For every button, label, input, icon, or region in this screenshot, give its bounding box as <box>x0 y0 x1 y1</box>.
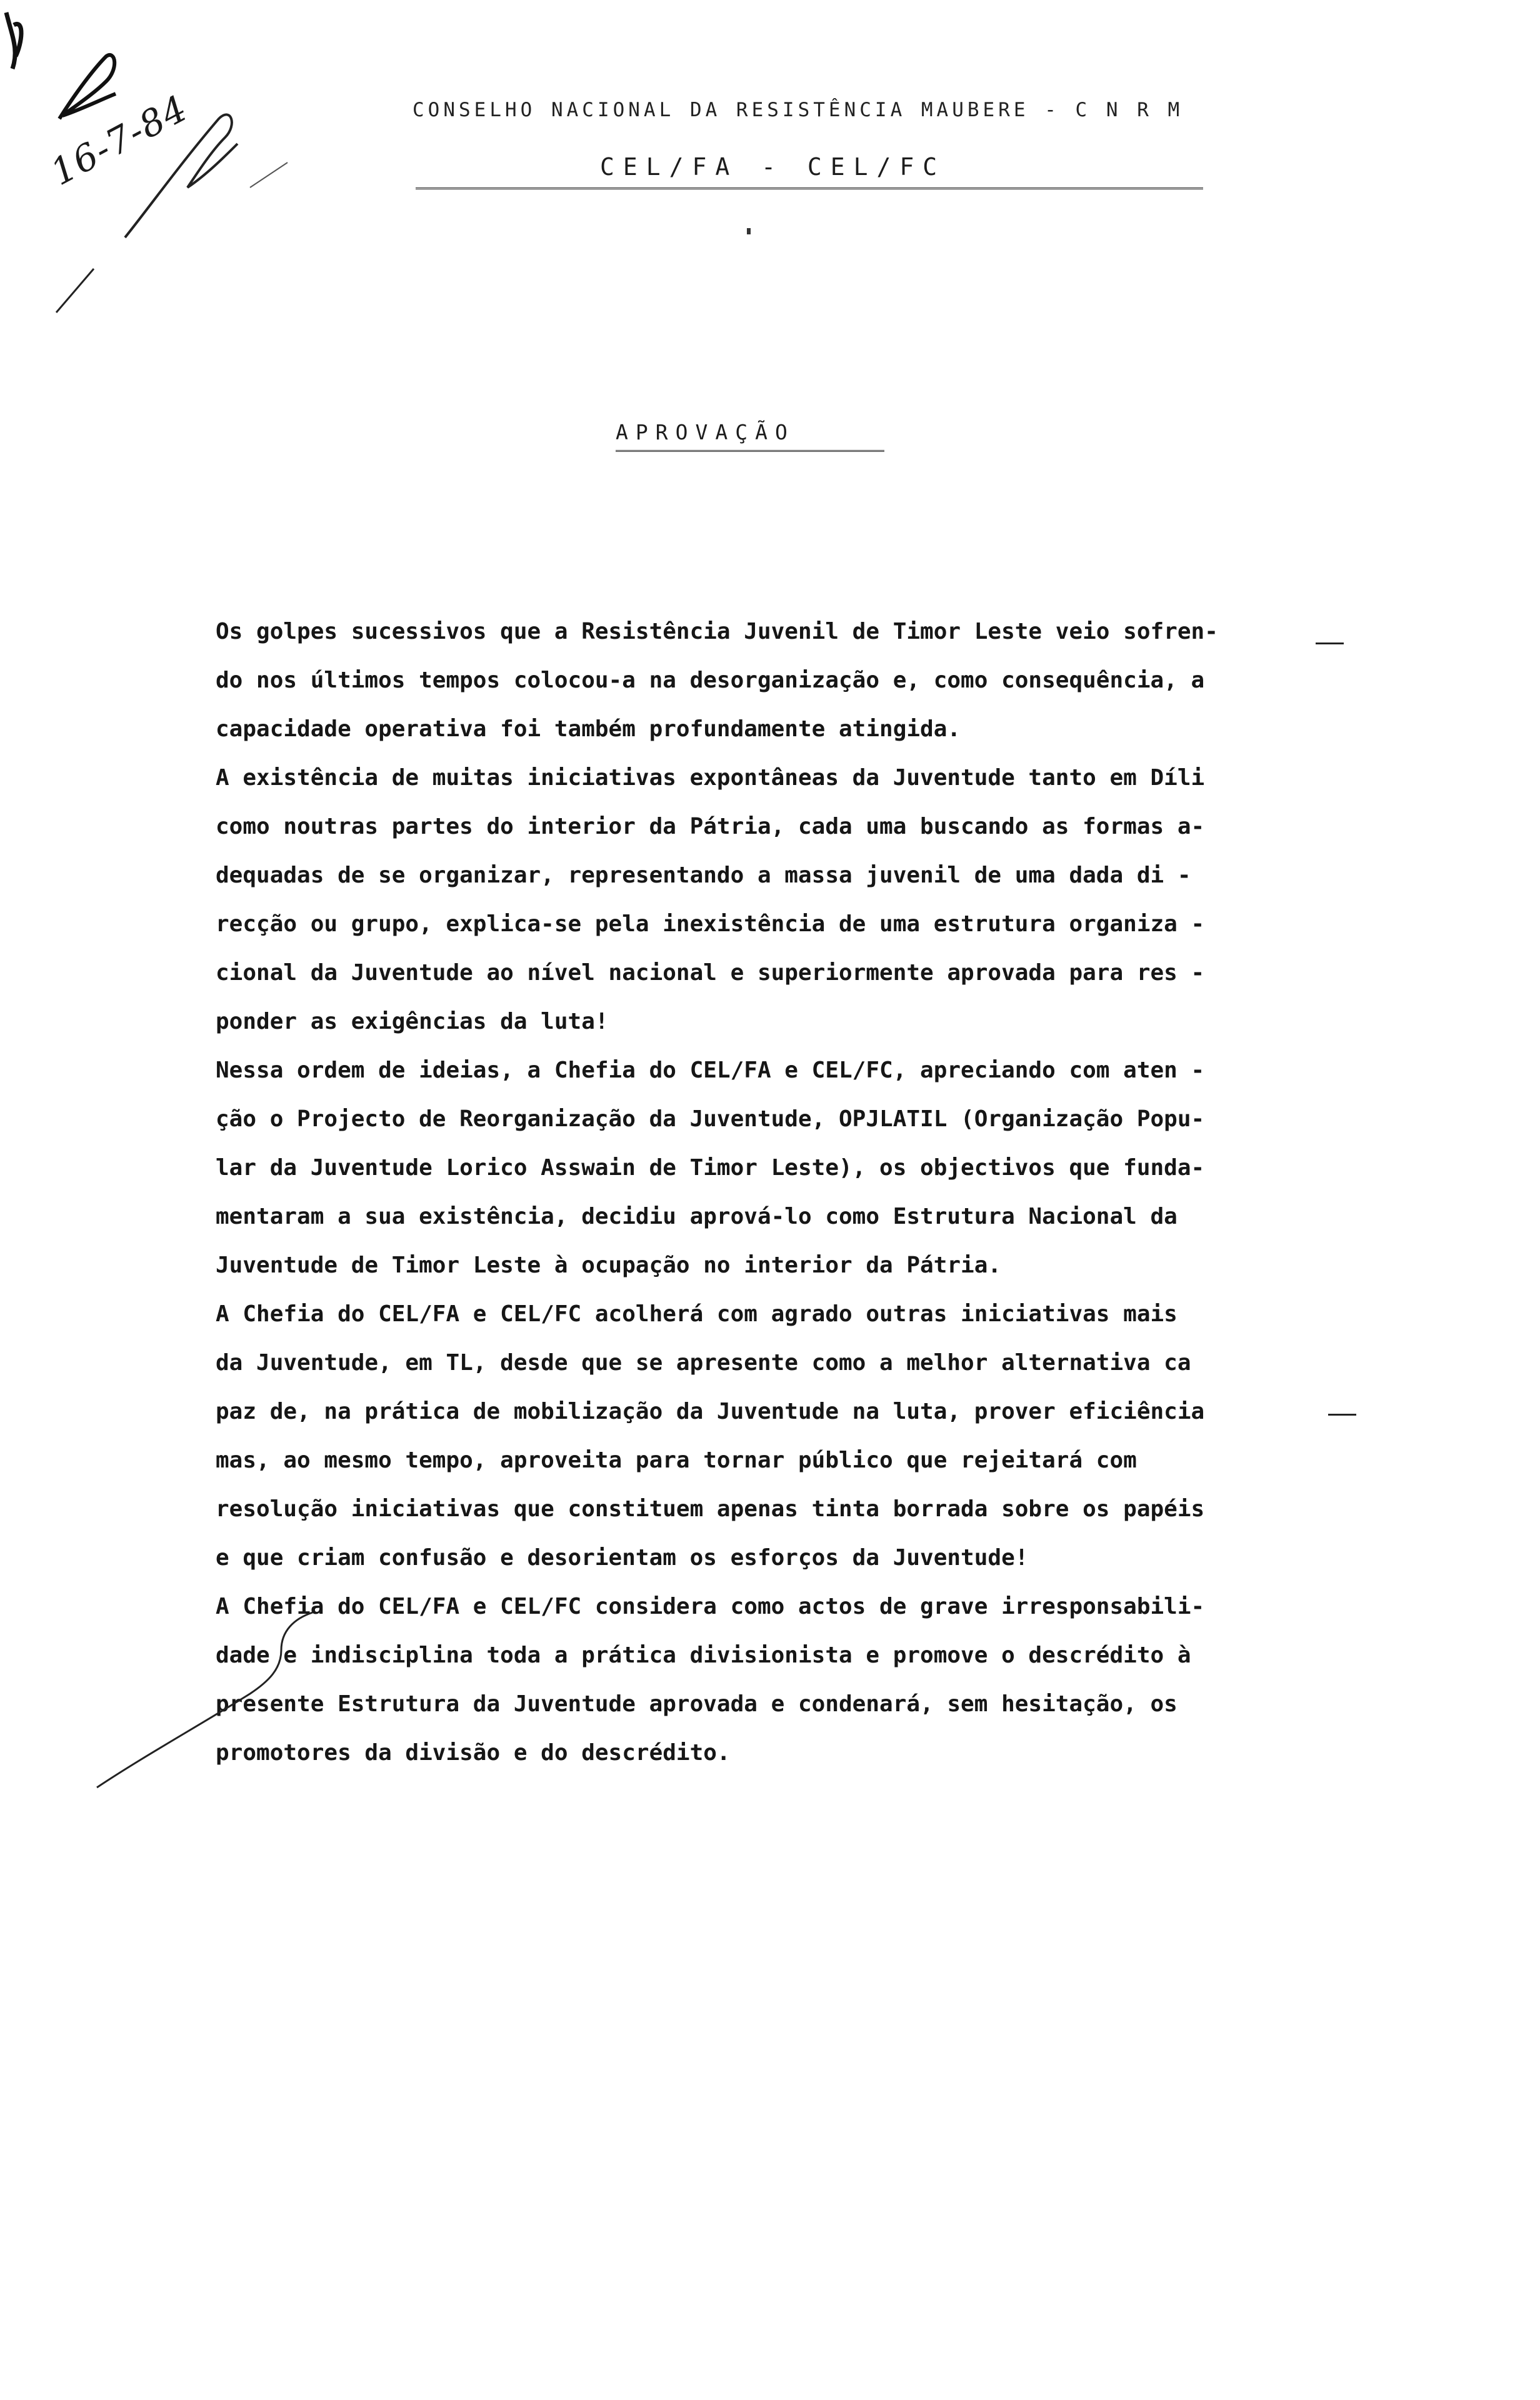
body-line: paz de, na prática de mobilização da Juventude na luta, prover eficiência <box>216 1399 1205 1424</box>
ink-dot <box>747 228 751 234</box>
body-line: cional da Juventude ao nível nacional e superiormente aprovada para res - <box>216 960 1205 986</box>
body-line: A existência de muitas iniciativas expontâneas da Juventude tanto em Díli <box>216 765 1205 791</box>
body-line: da Juventude, em TL, desde que se apresente como a melhor alternativa ca <box>216 1350 1191 1376</box>
handwritten-date: 16-7-84 <box>44 86 195 194</box>
pen-stroke-mark <box>94 1600 319 1800</box>
handwritten-annotation <box>0 0 300 350</box>
handwritten-underline <box>1328 1414 1356 1416</box>
body-line: e que criam confusão e desorientam os esforços da Juventude! <box>216 1545 1029 1571</box>
body-line: promotores da divisão e do descrédito. <box>216 1740 731 1766</box>
body-line: mas, ao mesmo tempo, aproveita para tornar público que rejeitará com <box>216 1448 1137 1473</box>
command-heading: CEL/FA - CEL/FC <box>600 153 946 181</box>
body-line: ponder as exigências da luta! <box>216 1009 609 1034</box>
handwritten-underline <box>1316 642 1344 644</box>
handwritten-scribble-icon <box>0 0 300 350</box>
body-line: dequadas de se organizar, representando a massa juvenil de uma dada di - <box>216 862 1191 888</box>
body-line: Os golpes sucessivos que a Resistência Juvenil de Timor Leste veio sofren- <box>216 619 1218 644</box>
page-title: APROVAÇÃO <box>616 420 795 444</box>
organization-heading: CONSELHO NACIONAL DA RESISTÊNCIA MAUBERE - C N R M <box>412 99 1184 121</box>
body-line: resolução iniciativas que constituem apenas tinta borrada sobre os papéis <box>216 1496 1205 1522</box>
body-line: do nos últimos tempos colocou-a na desorganização e, como consequência, a <box>216 668 1205 693</box>
title-double-rule <box>616 450 884 455</box>
body-line: ção o Projecto de Reorganização da Juventude, OPJLATIL (Organização Popu- <box>216 1106 1205 1132</box>
body-line: lar da Juventude Lorico Asswain de Timor Leste), os objectivos que funda- <box>216 1155 1205 1181</box>
body-text <box>216 608 1359 1778</box>
body-line: Nessa ordem de ideias, a Chefia do CEL/FA e CEL/FC, apreciando com aten - <box>216 1058 1205 1083</box>
body-line: dade e indisciplina toda a prática divisionista e promove o descrédito à <box>216 1642 1191 1668</box>
body-line: Juventude de Timor Leste à ocupação no interior da Pátria. <box>216 1252 1002 1278</box>
header-double-rule <box>416 188 1203 192</box>
body-line: A Chefia do CEL/FA e CEL/FC acolherá com agrado outras iniciativas mais <box>216 1301 1178 1327</box>
body-line: como noutras partes do interior da Pátria, cada uma buscando as formas a- <box>216 814 1205 839</box>
body-line: recção ou grupo, explica-se pela inexistência de uma estrutura organiza - <box>216 911 1205 937</box>
body-line: capacidade operativa foi também profundamente atingida. <box>216 716 961 742</box>
body-line: presente Estrutura da Juventude aprovada e condenará, sem hesitação, os <box>216 1691 1178 1717</box>
body-line: A Chefia do CEL/FA e CEL/FC considera como actos de grave irresponsabili- <box>216 1594 1205 1619</box>
body-line: mentaram a sua existência, decidiu aprová-lo como Estrutura Nacional da <box>216 1204 1178 1229</box>
